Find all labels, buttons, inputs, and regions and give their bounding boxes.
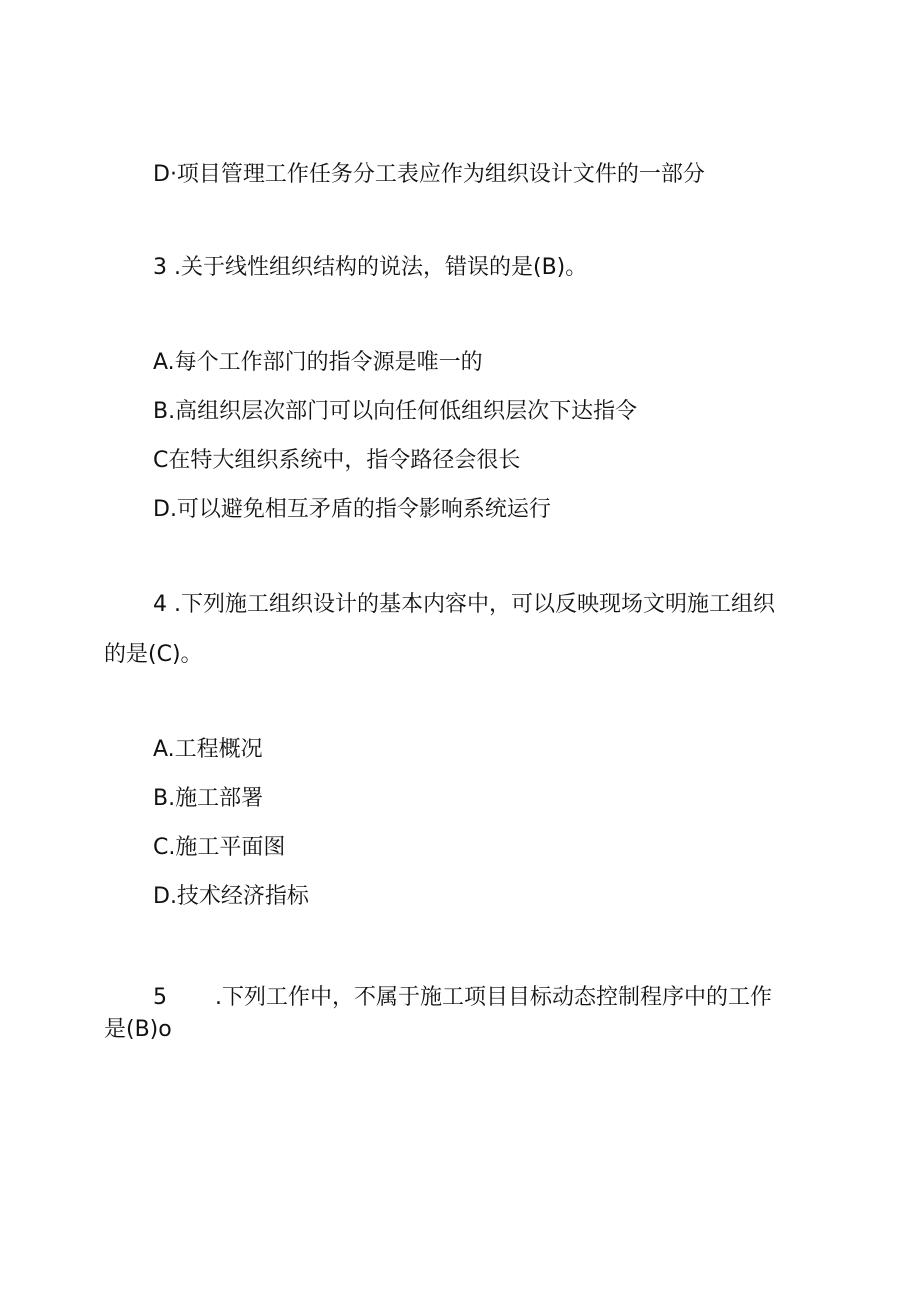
question-3-option-b: B.高组织层次部门可以向任何低组织层次下达指令	[153, 399, 638, 424]
question-4-option-d: D.技术经济指标	[153, 884, 309, 909]
question-5-line-1: .下列工作中，不属于施工项目目标动态控制程序中的工作	[215, 985, 772, 1010]
question-4-option-c: C.施工平面图	[153, 835, 286, 860]
question-3-option-a: A.每个工作部门的指令源是唯一的	[153, 350, 483, 375]
question-3: 3 .关于线性组织结构的说法，错误的是(B)。	[153, 255, 588, 280]
question-4-option-b: B.施工部署	[153, 786, 264, 811]
question-5-line-2: 是(B)o	[104, 1017, 172, 1042]
option-d-previous: D·项目管理工作任务分工表应作为组织设计文件的一部分	[153, 162, 705, 187]
question-4-line-1: 4 .下列施工组织设计的基本内容中，可以反映现场文明施工组织	[153, 592, 775, 617]
question-3-option-d: D.可以避免相互矛盾的指令影响系统运行	[153, 497, 551, 522]
question-5-number: 5	[153, 985, 167, 1010]
question-4-line-2: 的是(C)。	[104, 642, 203, 667]
question-4-option-a: A.工程概况	[153, 737, 263, 762]
question-3-option-c: C在特大组织系统中，指令路径会很长	[153, 448, 521, 473]
